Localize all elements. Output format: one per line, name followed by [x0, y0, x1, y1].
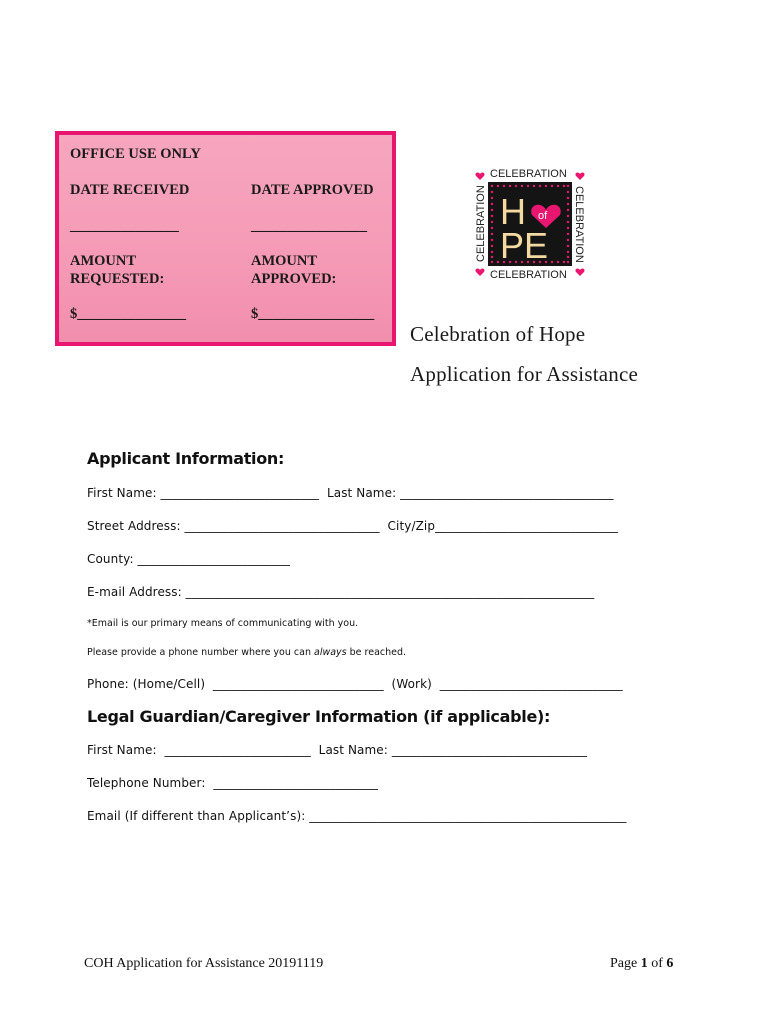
footer-page-number [610, 956, 673, 972]
office-use-box [55, 131, 396, 346]
logo-letter-h: H [500, 191, 526, 232]
guardian-section-heading: Legal Guardian/Caregiver Information (if applicable): [87, 707, 551, 726]
logo-ring-text-bottom: CELEBRATION [490, 269, 567, 281]
office-use-heading: OFFICE USE ONLY [70, 146, 201, 162]
logo-ring-text-right: CELEBRATION [573, 186, 585, 263]
logo-ring-text-top: CELEBRATION [490, 168, 567, 180]
date-received-blank[interactable]: _______________ [70, 218, 179, 234]
applicant-section-heading: Applicant Information: [87, 449, 285, 468]
phone-note-text-end: be reached. [346, 647, 407, 658]
logo-of-text: of [538, 210, 548, 222]
applicant-address-field[interactable]: Street Address: ________________________________ City/Zip______________________________ [87, 519, 619, 533]
footer-doc-id: COH Application for Assistance 20191119 [84, 956, 324, 971]
email-note: *Email is our primary means of communicating with you. [87, 618, 359, 629]
date-received-label: DATE RECEIVED [70, 182, 190, 198]
applicant-phone-field[interactable]: Phone: (Home/Cell) ____________________________ (Work) ______________________________ [87, 677, 623, 691]
amount-requested-label-2: REQUESTED: [70, 271, 165, 287]
applicant-email-field[interactable]: E-mail Address: ___________________________________________________________________ [87, 585, 595, 599]
guardian-phone-field[interactable]: Telephone Number: ___________________________ [87, 776, 379, 790]
amount-approved-label-2: APPROVED: [251, 271, 337, 287]
celebration-of-hope-logo [474, 166, 586, 282]
page-title: Celebration of Hope [410, 322, 586, 346]
page-current: 1 [640, 956, 648, 971]
date-approved-label: DATE APPROVED [251, 182, 374, 198]
applicant-name-field[interactable]: First Name: __________________________ Last Name: ___________________________________ [87, 486, 614, 500]
phone-note-emphasis: always [314, 647, 347, 658]
page-subtitle: Application for Assistance [410, 362, 638, 386]
amount-requested-blank[interactable]: $_______________ [70, 306, 186, 322]
amount-approved-blank[interactable]: $________________ [251, 306, 375, 322]
date-approved-blank[interactable]: ________________ [251, 218, 367, 234]
amount-requested-label-1: AMOUNT [70, 253, 137, 269]
phone-note [87, 647, 406, 658]
amount-approved-label-1: AMOUNT [251, 253, 318, 269]
page-mid: of [647, 956, 667, 971]
guardian-name-field[interactable]: First Name: ________________________ Last Name: ________________________________ [87, 743, 588, 757]
applicant-county-field[interactable]: County: _________________________ [87, 552, 291, 566]
logo-letters-pe: PE [500, 225, 549, 266]
page-prefix: Page [610, 956, 641, 971]
guardian-email-field[interactable]: Email (If different than Applicant’s): ____________________________________________________ [87, 809, 627, 823]
page-total: 6 [666, 956, 674, 971]
phone-note-text: Please provide a phone number where you can [87, 647, 314, 658]
logo-ring-text-left: CELEBRATION [475, 185, 487, 262]
